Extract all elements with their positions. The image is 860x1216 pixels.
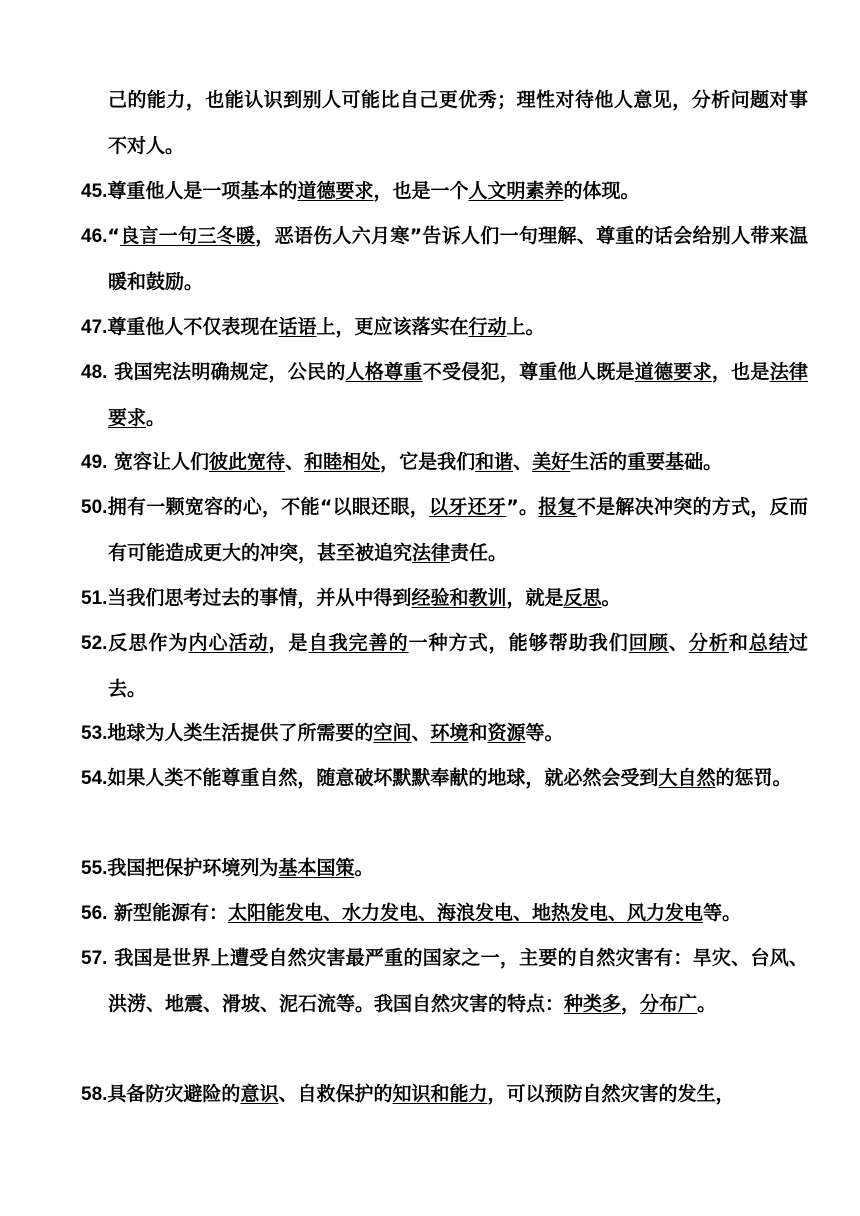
underlined-key-term: 总结 [748,632,789,654]
item-number: 57. [81,948,108,969]
text-run: 等。 [525,722,564,744]
text-run: 不是解决冲突的方式，反而有可能造成更大的冲突，甚至被追究 [108,496,808,564]
list-item-45 [81,169,808,215]
item-number: 48. [81,362,108,383]
list-item-51 [81,576,808,622]
text-run: 宽容让人们 [107,451,210,473]
text-run: 反思作为 [107,632,189,654]
underlined-key-term: 话语 [278,316,317,338]
underlined-key-term: 法律 [412,541,451,564]
underlined-key-term: 人文明素养 [468,180,564,202]
underlined-key-term: 大自然 [658,767,716,789]
text-run: 不受侵犯，尊重他人既是 [422,361,635,383]
text-run: 的体现。 [563,180,640,202]
text-run: 我国宪法明确规定，公民的 [107,361,346,383]
text-run: 尊重他人是一项基本的 [107,180,298,202]
underlined-key-term: 以牙还牙 [429,496,507,518]
text-run: ，是 [268,632,309,654]
text-run: 当我们思考过去的事情，并从中得到 [107,587,412,609]
underlined-key-term: 自我完善的 [308,632,409,654]
item-number: 54. [81,768,108,789]
list-item-48 [81,350,808,441]
text-run: 我国把保护环境列为 [107,857,279,879]
text-run: 。 [354,857,374,879]
text-run: 、 [411,722,431,744]
underlined-key-term: 内心活动 [188,632,269,654]
list-item-47 [81,305,808,351]
text-run: 尊重他人不仅表现在 [107,316,279,338]
text-run: 一种方式，能够帮助我们 [408,632,629,654]
text-run: ， [621,992,641,1015]
list-item-46 [81,214,808,305]
text-run: ，也是一个 [373,180,469,202]
list-item-52 [81,621,808,712]
list-item-54 [81,756,808,802]
text-run: 新型能源有： [107,902,229,924]
underlined-key-term: 分析 [688,632,729,654]
text-run: “ [107,225,120,247]
item-number: 51. [81,588,108,609]
underlined-key-term: 反思 [563,587,602,609]
text-run: 拥有一颗宽容的心，不能“以眼还眼， [107,496,430,518]
list-item-57 [81,936,808,1027]
underlined-key-term: 美好 [532,451,571,473]
text-run: 、 [513,451,533,473]
list-item-58 [81,1072,808,1118]
text-run: ，它是我们 [380,451,476,473]
text-run: 和 [468,722,488,744]
text-run: 和 [728,632,749,654]
item-number: 47. [81,317,108,338]
item-number: 49. [81,452,108,473]
list-item-49 [81,440,808,486]
underlined-key-term: 基本国策 [278,857,355,879]
list-item-53 [81,711,808,757]
underlined-key-term: 意识 [240,1083,279,1105]
underlined-key-term: 经验和教训 [411,587,507,609]
underlined-key-term: 和睦相处 [304,451,381,473]
text-run: 等。 [703,902,742,924]
underlined-key-term: 彼此宽待 [209,451,286,473]
underlined-key-term: 种类多 [564,992,622,1015]
underlined-key-term: 行动 [468,316,507,338]
text-run: 上。 [506,316,545,338]
item-number: 55. [81,858,108,879]
continuation-paragraph [81,78,808,169]
underlined-key-term: 空间 [373,722,412,744]
underlined-key-term: 报复 [538,496,577,518]
item-number: 58. [81,1084,108,1105]
text-run: 如果人类不能尊重自然，随意破坏默默奉献的地球，就必然会受到 [107,767,659,789]
text-run: 的惩罚。 [715,767,792,789]
item-number: 45. [81,181,108,202]
underlined-key-term: 道德要求 [634,361,712,383]
list-item-55 [81,846,808,892]
underlined-key-term: 环境 [430,722,469,744]
underlined-key-term: 法律要求 [108,361,808,429]
text-run: 、自救保护的 [278,1083,393,1105]
item-number: 53. [81,723,108,744]
item-number: 56. [81,903,108,924]
text-run: ，可以预防自然灾害的发生， [487,1083,735,1105]
underlined-key-term: 分布广 [640,992,698,1015]
text-run: 。 [146,406,166,429]
text-run: ，恶语伤人六月寒”告诉人们一句理解、尊重的话会给别人带来温暖和鼓励。 [108,225,808,293]
text-run: 生活的重要基础。 [570,451,723,473]
text-run: 具备防灾避险的 [107,1083,241,1105]
item-number: 50. [81,497,108,518]
underlined-key-term: 和谐 [475,451,514,473]
underlined-key-term: 良言一句三冬暖 [119,225,256,247]
item-number: 46. [81,226,108,247]
text-run: 、 [668,632,689,654]
text-run: 己的能力，也能认识到别人可能比自己更优秀；理性对待他人意见，分析问题对事不对人。 [108,89,808,157]
text-run: ，也是 [711,361,770,383]
text-run: 上，更应该落实在 [316,316,469,338]
underlined-key-term: 道德要求 [297,180,374,202]
text-run: 。 [697,992,717,1015]
list-item-56 [81,891,808,937]
item-number: 52. [81,633,108,654]
text-run: 地球为人类生活提供了所需要的 [107,722,374,744]
text-run: 我国是世界上遭受自然灾害最严重的国家之一，主要的自然灾害有：旱灾、台风、洪涝、地震、滑坡、泥石流等。我国自然灾害的特点： [107,947,808,1015]
text-run: ”。 [506,496,539,518]
underlined-key-term: 资源 [487,722,526,744]
text-run: 过去。 [108,632,808,700]
underlined-key-term: 回顾 [628,632,669,654]
text-run: 。 [601,587,621,609]
list-item-50 [81,485,808,576]
text-run: ，就是 [506,587,564,609]
underlined-key-term: 太阳能发电、水力发电、海浪发电、地热发电、风力发电 [228,902,704,924]
underlined-key-term: 人格尊重 [345,361,423,383]
underlined-key-term: 知识和能力 [392,1083,488,1105]
text-run: 责任。 [450,541,508,564]
text-run: 、 [285,451,305,473]
